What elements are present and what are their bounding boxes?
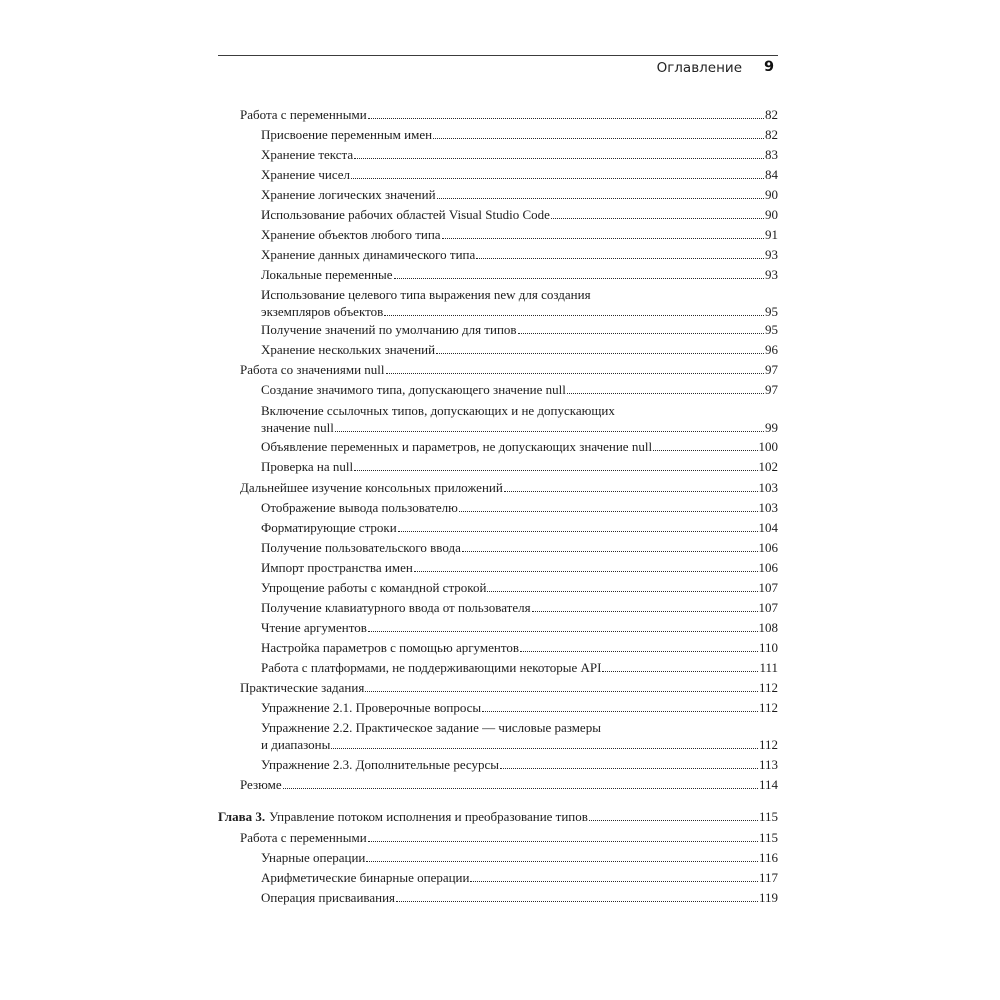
toc-entry-page-number: 115: [758, 830, 778, 845]
dot-leader: [470, 881, 757, 882]
dot-leader: [283, 788, 758, 789]
toc-entry-text: Проверка на null: [261, 459, 354, 474]
toc-entry-text: Арифметические бинарные операции: [261, 870, 470, 885]
dot-leader: [487, 591, 757, 592]
toc-entry-text: Хранение логических значений: [261, 187, 436, 202]
toc-entry-text: Присвоение переменным имен: [261, 127, 433, 142]
toc-entry-page-number: 112: [758, 680, 778, 695]
toc-subsection-entry: [261, 321, 778, 338]
toc-entry-page-number: 108: [758, 620, 778, 635]
dot-leader: [462, 551, 758, 552]
toc-entry-text: и диапазоны: [261, 737, 331, 752]
toc-entry-page-number: 84: [765, 167, 778, 182]
toc-entry-page-number: 102: [758, 459, 778, 474]
toc-entry-page-number: 90: [765, 207, 778, 222]
toc-entry-page-number: 112: [758, 737, 778, 752]
toc-entry-text: Работа со значениями null: [240, 362, 385, 377]
toc-section-entry: [240, 479, 778, 496]
dot-leader: [394, 278, 764, 279]
toc-entry-text-line1: Использование целевого типа выражения new для создания: [261, 287, 591, 302]
chapter-label: Глава 3.: [218, 809, 266, 824]
toc-entry-text: Практические задания: [240, 680, 365, 695]
page-number: 9: [764, 59, 775, 75]
toc-entry-text: Импорт пространства имен: [261, 560, 413, 575]
toc-subsection-entry: [261, 639, 778, 656]
dot-leader: [366, 861, 758, 862]
dot-leader: [532, 611, 758, 612]
toc-entry-text: значение null: [261, 420, 334, 435]
toc-subsection-entry: [261, 206, 778, 223]
toc-subsection-entry: [261, 579, 778, 596]
toc-entry-page-number: 119: [758, 890, 778, 905]
toc-section-entry: [240, 679, 778, 696]
toc-entry-page-number: 103: [758, 480, 778, 495]
toc-section-entry: [240, 361, 778, 378]
dot-leader: [398, 531, 758, 532]
dot-leader: [436, 353, 764, 354]
toc-subsection-entry: [261, 381, 778, 398]
toc-entry-text: Резюме: [240, 777, 282, 792]
toc-entry-text: экземпляров объектов: [261, 304, 384, 319]
toc-entry-text: Получение пользовательского ввода: [261, 540, 461, 555]
toc-entry-page-number: 106: [758, 560, 778, 575]
toc-entry-text: Хранение данных динамического типа: [261, 247, 476, 262]
dot-leader: [335, 431, 764, 432]
dot-leader: [331, 748, 758, 749]
toc-subsection-entry: [261, 126, 778, 143]
dot-leader: [500, 768, 758, 769]
dot-leader: [433, 138, 764, 139]
toc-subsection-entry: [261, 559, 778, 576]
dot-leader: [518, 333, 764, 334]
dot-leader: [414, 571, 758, 572]
toc-entry-text: Упражнение 2.1. Проверочные вопросы: [261, 700, 482, 715]
toc-entry-page-number: 93: [765, 267, 778, 282]
dot-leader: [442, 238, 764, 239]
toc-entry-text: Получение значений по умолчанию для типов: [261, 322, 517, 337]
running-header-title: Оглавление: [656, 60, 742, 76]
toc-entry-page-number: 106: [758, 540, 778, 555]
toc-entry-page-number: 110: [758, 640, 778, 655]
toc-entry-page-number: 95: [765, 322, 778, 337]
toc-subsection-entry: [261, 756, 778, 773]
toc-entry-text: Форматирующие строки: [261, 520, 397, 535]
toc-entry-text: Унарные операции: [261, 850, 366, 865]
toc-subsection-entry: [261, 659, 778, 676]
dot-leader: [351, 178, 764, 179]
toc-subsection-entry: [261, 889, 778, 906]
toc-entry-page-number: 83: [765, 147, 778, 162]
toc-subsection-entry: [261, 519, 778, 536]
toc-entry-text: Локальные переменные: [261, 267, 393, 282]
toc-entry-page-number: 117: [758, 870, 778, 885]
toc-entry-text-line1: Включение ссылочных типов, допускающих и не допускающих: [261, 403, 615, 418]
toc-entry-text: Хранение объектов любого типа: [261, 227, 441, 242]
dot-leader: [567, 393, 764, 394]
toc-entry-text: Работа с переменными: [240, 107, 367, 122]
toc-entry-text: Работа с платформами, не поддерживающими некоторые API: [261, 660, 602, 675]
toc-subsection-entry: [261, 458, 778, 475]
toc-subsection-entry: [261, 166, 778, 183]
toc-entry-page-number: 97: [765, 362, 778, 377]
toc-entry-page-number: 90: [765, 187, 778, 202]
dot-leader: [386, 373, 764, 374]
toc-entry-text: Чтение аргументов: [261, 620, 367, 635]
toc-entry-page-number: 107: [758, 580, 778, 595]
dot-leader: [459, 511, 758, 512]
dot-leader: [437, 198, 764, 199]
toc-subsection-entry: [261, 849, 778, 866]
toc-subsection-entry: [261, 186, 778, 203]
toc-entry-page-number: 99: [765, 420, 778, 435]
toc-subsection-entry: [261, 719, 778, 753]
dot-leader: [504, 491, 758, 492]
dot-leader: [602, 671, 758, 672]
toc-entry-text: Хранение текста: [261, 147, 354, 162]
toc-subsection-entry: [261, 286, 778, 320]
toc-subsection-entry: [261, 499, 778, 516]
toc-entry-text: Настройка параметров с помощью аргументов: [261, 640, 519, 655]
dot-leader: [396, 901, 758, 902]
dot-leader: [368, 841, 758, 842]
toc-entry-page-number: 100: [758, 439, 778, 454]
toc-entry-page-number: 97: [765, 382, 778, 397]
toc-subsection-entry: [261, 402, 778, 436]
toc-section-entry: [240, 106, 778, 123]
toc-entry-page-number: 82: [765, 127, 778, 142]
toc-entry-page-number: 107: [758, 600, 778, 615]
toc-subsection-entry: [261, 341, 778, 358]
dot-leader: [365, 691, 758, 692]
dot-leader: [482, 711, 758, 712]
toc-entry-text: Операция присваивания: [261, 890, 396, 905]
toc-entry-page-number: 114: [758, 777, 778, 792]
toc-entry-text: Получение клавиатурного ввода от пользователя: [261, 600, 531, 615]
toc-section-entry: [240, 829, 778, 846]
toc-entry-page-number: 91: [765, 227, 778, 242]
toc-entry-text: Работа с переменными: [240, 830, 367, 845]
toc-subsection-entry: [261, 539, 778, 556]
dot-leader: [520, 651, 758, 652]
dot-leader: [384, 315, 764, 316]
toc-entry-page-number: 116: [758, 850, 778, 865]
dot-leader: [653, 450, 757, 451]
toc-entry-page-number: 112: [758, 700, 778, 715]
toc-subsection-entry: [261, 619, 778, 636]
toc-entry-text: Упражнение 2.3. Дополнительные ресурсы: [261, 757, 500, 772]
toc-entry-text: Создание значимого типа, допускающего значение null: [261, 382, 566, 397]
dot-leader: [476, 258, 764, 259]
toc-entry-text: Управление потоком исполнения и преобразование типов: [269, 809, 588, 824]
dot-leader: [354, 158, 764, 159]
toc-entry-page-number: 104: [758, 520, 778, 535]
dot-leader: [368, 631, 758, 632]
toc-subsection-entry: [261, 266, 778, 283]
dot-leader: [354, 470, 757, 471]
toc-entry-text: Объявление переменных и параметров, не допускающих значение null: [261, 439, 653, 454]
toc-subsection-entry: [261, 146, 778, 163]
toc-chapter-entry: [218, 808, 778, 825]
toc-entry-page-number: 93: [765, 247, 778, 262]
toc-subsection-entry: [261, 226, 778, 243]
toc-entry-page-number: 115: [758, 809, 778, 824]
toc-entry-text: Дальнейшее изучение консольных приложений: [240, 480, 503, 495]
toc-entry-page-number: 82: [765, 107, 778, 122]
toc-entry-page-number: 103: [758, 500, 778, 515]
toc-subsection-entry: [261, 599, 778, 616]
toc-entry-text: Хранение чисел: [261, 167, 351, 182]
toc-entry-text-line1: Упражнение 2.2. Практическое задание — числовые размеры: [261, 720, 601, 735]
toc-entry-text: Использование рабочих областей Visual Studio Code: [261, 207, 550, 222]
toc-subsection-entry: [261, 438, 778, 455]
toc-section-entry: [240, 776, 778, 793]
dot-leader: [368, 118, 764, 119]
toc-subsection-entry: [261, 699, 778, 716]
toc-entry-page-number: 113: [758, 757, 778, 772]
toc-subsection-entry: [261, 869, 778, 886]
dot-leader: [551, 218, 764, 219]
dot-leader: [589, 820, 758, 821]
toc-entry-page-number: 95: [765, 304, 778, 319]
toc-entry-page-number: 111: [759, 660, 778, 675]
toc-entry-text: Отображение вывода пользователю: [261, 500, 458, 515]
toc-entry-page-number: 96: [765, 342, 778, 357]
toc-subsection-entry: [261, 246, 778, 263]
toc-entry-text: Упрощение работы с командной строкой: [261, 580, 487, 595]
toc-entry-text: Хранение нескольких значений: [261, 342, 436, 357]
